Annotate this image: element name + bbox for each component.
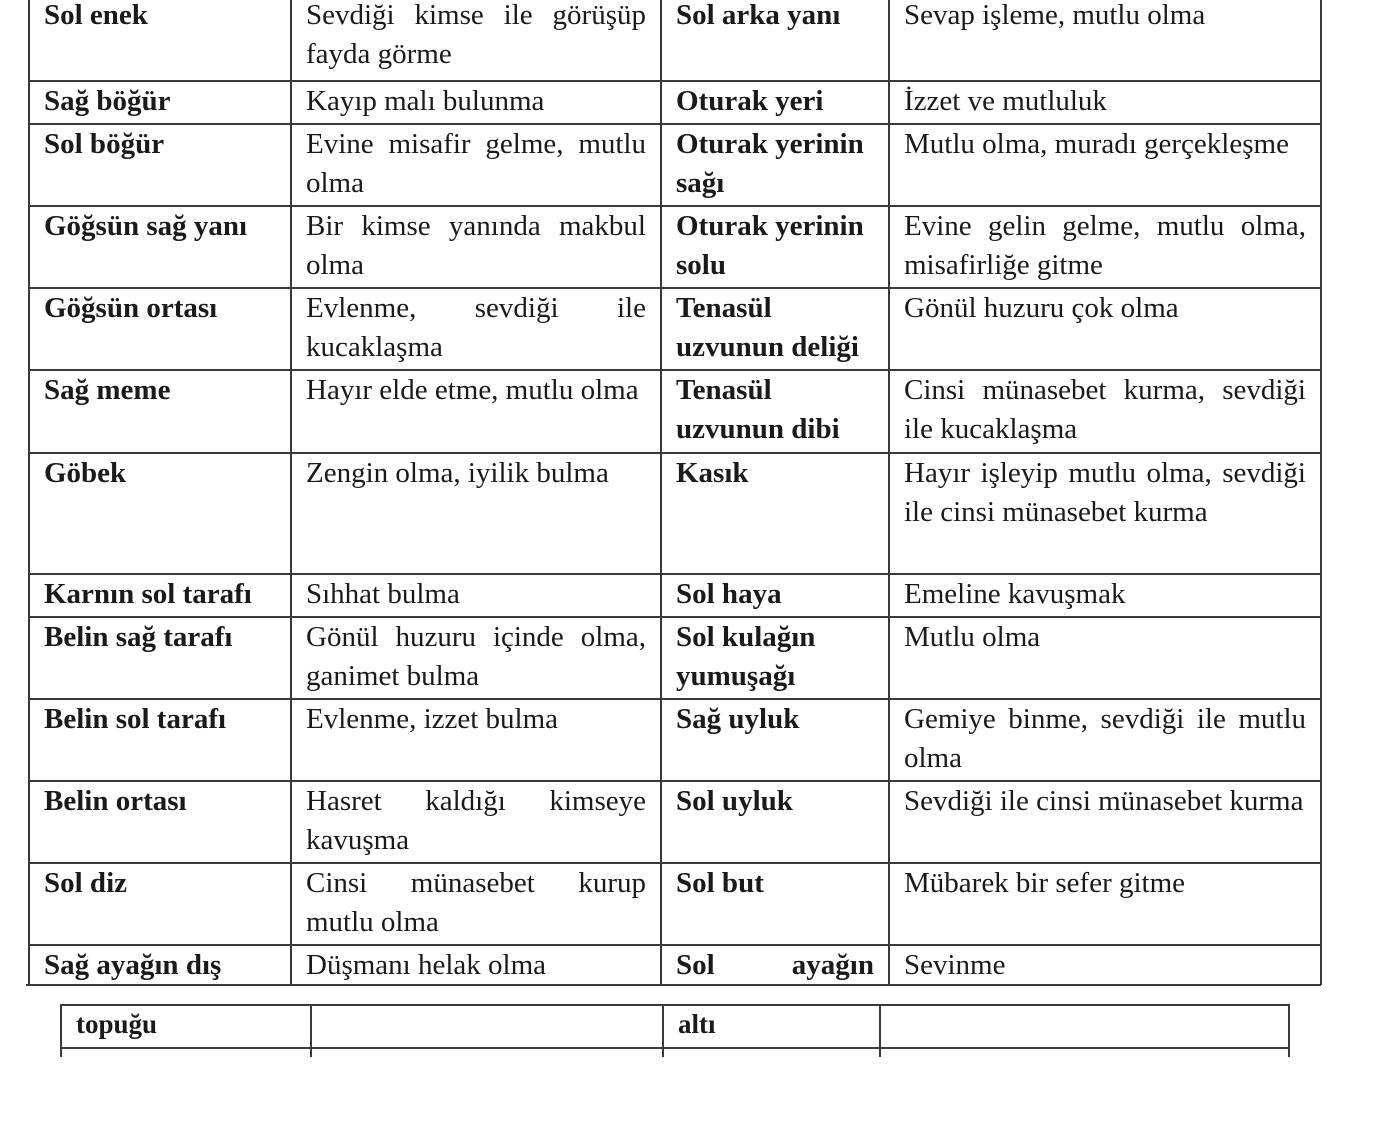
meaning-cell [311, 1005, 663, 1048]
body-part-cell: Göğsün sağ yanı [29, 206, 291, 288]
meaning-cell: Evine misafir gelme, mutlu olma [291, 124, 661, 206]
meaning-cell: Cinsi münasebet kurup mutlu olma [291, 863, 661, 945]
body-part-cell: Oturak yerinin sağı [661, 124, 889, 206]
meaning-cell [880, 1005, 1289, 1048]
body-part-cell: Oturak yerinin solu [661, 206, 889, 288]
body-part-cell: Sol haya [661, 574, 889, 617]
body-part-cell: topuğu [61, 1005, 311, 1048]
meaning-cell: Sıhhat bulma [291, 574, 661, 617]
body-part-cell: Tenasül uzvunun deliği [661, 288, 889, 370]
meaning-cell: Cinsi münasebet kurma, sevdiği ile kucaklaşma [889, 370, 1321, 453]
meaning-cell: Gönül huzuru çok olma [889, 288, 1321, 370]
body-part-cell: Sağ böğür [29, 81, 291, 124]
table-row [29, 124, 1321, 206]
body-part-cell: Belin sol tarafı [29, 699, 291, 781]
table-row [29, 453, 1321, 574]
body-part-cell: Sol kulağın yumuşağı [661, 617, 889, 699]
meaning-cell: Hayır işleyip mutlu olma, sevdiği ile cinsi münasebet kurma [889, 453, 1321, 574]
body-part-cell: Sol uyluk [661, 781, 889, 863]
body-part-cell: Kasık [661, 453, 889, 574]
continuation-table [60, 1004, 1290, 1057]
meaning-cell: Evlenme, izzet bulma [291, 699, 661, 781]
body-part-cell: Göbek [29, 453, 291, 574]
empty-cell [880, 1048, 1289, 1057]
table-row [29, 288, 1321, 370]
meaning-cell: Düşmanı helak olma [291, 945, 661, 985]
body-part-cell: Sol enek [29, 0, 291, 81]
body-part-cell: Belin ortası [29, 781, 291, 863]
body-part-cell: Oturak yeri [661, 81, 889, 124]
body-part-cell: Sağ ayağın dış [29, 945, 291, 985]
body-part-cell: Sol but [661, 863, 889, 945]
meaning-cell: Zengin olma, iyilik bulma [291, 453, 661, 574]
divination-table [28, 0, 1322, 985]
table-row [61, 1005, 1289, 1048]
table-row [29, 699, 1321, 781]
meaning-cell: Gönül huzuru içinde olma, ganimet bulma [291, 617, 661, 699]
body-part-cell: Belin sağ tarafı [29, 617, 291, 699]
empty-cell [61, 1048, 311, 1057]
table-row [29, 863, 1321, 945]
meaning-cell: Sevdiği ile cinsi münasebet kurma [889, 781, 1321, 863]
continuation-table-region [0, 1004, 1377, 1057]
meaning-cell: Sevinme [889, 945, 1321, 985]
table-row [29, 370, 1321, 453]
body-part-cell: altı [663, 1005, 880, 1048]
meaning-cell: Evine gelin gelme, mutlu olma, misafirliğe gitme [889, 206, 1321, 288]
meaning-cell: Mutlu olma, muradı gerçekleşme [889, 124, 1321, 206]
meaning-cell: Hasret kaldığı kimseye kavuşma [291, 781, 661, 863]
meaning-cell: Emeline kavuşmak [889, 574, 1321, 617]
table-row [29, 206, 1321, 288]
meaning-cell: Gemiye binme, sevdiği ile mutlu olma [889, 699, 1321, 781]
meaning-cell: Kayıp malı bulunma [291, 81, 661, 124]
table-row [29, 574, 1321, 617]
table-row [29, 617, 1321, 699]
table-row [29, 81, 1321, 124]
table-bottom-border [26, 984, 1321, 986]
table-row-clipped [61, 1048, 1289, 1057]
table-row [29, 0, 1321, 81]
body-part-cell: Sağ uyluk [661, 699, 889, 781]
empty-cell [311, 1048, 663, 1057]
meaning-cell: Mübarek bir sefer gitme [889, 863, 1321, 945]
table-row [29, 945, 1321, 985]
meaning-cell: Mutlu olma [889, 617, 1321, 699]
meaning-cell: Evlenme, sevdiği ile kucaklaşma [291, 288, 661, 370]
meaning-cell: Bir kimse yanında makbul olma [291, 206, 661, 288]
table-row [29, 781, 1321, 863]
meaning-cell: Hayır elde etme, mutlu olma [291, 370, 661, 453]
empty-cell [663, 1048, 880, 1057]
body-part-cell: Sağ meme [29, 370, 291, 453]
meaning-cell: İzzet ve mutluluk [889, 81, 1321, 124]
body-part-cell: Göğsün ortası [29, 288, 291, 370]
body-part-cell: Tenasül uzvunun dibi [661, 370, 889, 453]
body-part-cell: Sol ayağın [661, 945, 889, 985]
meaning-cell: Sevap işleme, mutlu olma [889, 0, 1321, 81]
body-part-cell: Sol diz [29, 863, 291, 945]
body-part-cell: Sol böğür [29, 124, 291, 206]
meaning-cell: Sevdiği kimse ile görüşüp fayda görme [291, 0, 661, 81]
body-part-cell: Karnın sol tarafı [29, 574, 291, 617]
body-part-cell: Sol arka yanı [661, 0, 889, 81]
